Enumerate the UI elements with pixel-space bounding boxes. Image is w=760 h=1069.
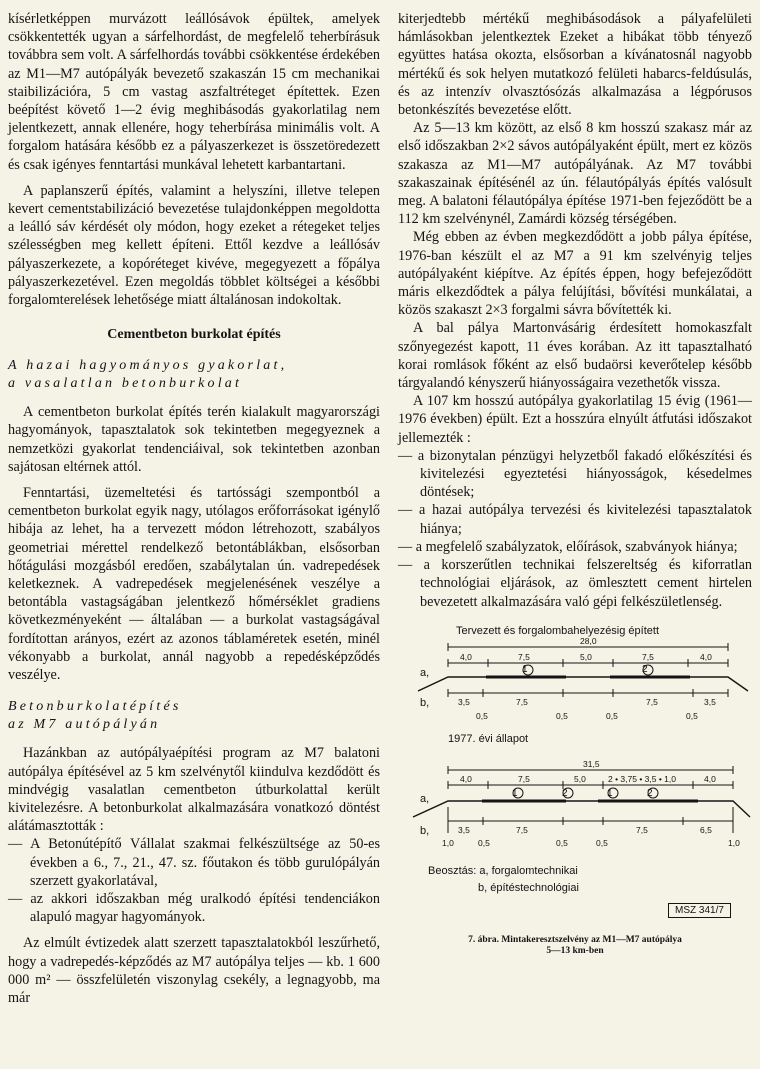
- dimension-label: 0,5: [596, 837, 608, 848]
- dimension-label: 0,5: [476, 710, 488, 721]
- caption-line: 7. ábra. Mintakeresztszelvény az M1—M7 autópálya: [468, 934, 682, 945]
- dimension-label: 3,5: [704, 696, 716, 707]
- right-column: [398, 10, 752, 987]
- svg-text:2: 2: [562, 787, 568, 799]
- figure-legend: Beosztás: a, forgalomtechnikai: [428, 864, 578, 877]
- list-item: — a hazai autópálya tervezési és kivitelezési tapasztalatok hiánya;: [398, 502, 752, 537]
- dimension-label: 28,0: [580, 635, 597, 646]
- paragraph: kiterjedtebb mértékű meghibásodások a pályafelületi hámlásokban jelentkeztek Ezeket a hibákat több tényező együttes hatása okozta, elsősorban a kívánatosnál nagyobb mértékű és sok helyen mutatkozó felületi habarcs-feldúsulás, és az intenzív olvasztósózás alkalmazása a légpórusos betonkészítés bevezetése előtt.: [398, 11, 752, 119]
- figure-title: Tervezett és forgalombahelyezésig épített: [456, 624, 660, 637]
- dimension-label: 7,5: [516, 696, 528, 707]
- paragraph: Az 5—13 km között, az első 8 km hosszú szakasz már az első időszakban 2×2 sávos autópályaként épült, mert ez közös szakasza az M1—M7 autópályának. Az M7 további szakaszainak építésénél az ún. félautópályás építés valósult meg. A balatoni félautópálya építése 1971-ben fejeződött be a 112 km szelvénynél, Zamárdi község térségében.: [398, 120, 752, 228]
- bullet-list: [398, 447, 752, 611]
- section-heading: Cementbeton burkolat építés: [107, 327, 281, 343]
- dimension-label: 7,5: [636, 824, 648, 835]
- paragraph: A 107 km hosszú autópálya gyakorlatilag 15 évig (1961—1976 években) épült. Ezt a hosszúra elnyúlt átfutási időszakot jellemezték :: [398, 393, 752, 446]
- paragraph: A cementbeton burkolat építés terén kialakult magyarországi hagyományok, tapasztalatok sok tekintetben megegyeznek a nemzetközi gyakorlat tendenciáival, sok tekintetben azonban sajátosan eltérnek attól.: [8, 404, 380, 475]
- svg-text:1: 1: [512, 787, 518, 799]
- subheading-line: Betonburkolatépítés: [8, 699, 182, 715]
- dimension-label: 0,5: [556, 710, 568, 721]
- subheading: [8, 698, 380, 734]
- svg-text:2: 2: [647, 787, 653, 799]
- paragraph: Hazánkban az autópályaépítési program az M7 balatoni autópálya építésével az 5 km szelvénytől kiindulva kezdődött és mindvégig vasalatlan cementbeton útburkolattal került kivitelezésre. A betonburkolat alkalmazására vonatkozó döntést alátámasztották :: [8, 745, 380, 835]
- svg-text:1: 1: [522, 663, 528, 675]
- list-item: — A Betonútépítő Vállalat szakmai felkészültsége az 50-es években a 6., 7., 21., 47. sz. főutakon és több gurulópályán szerzett gyakorlatával,: [8, 836, 380, 889]
- dimension-label: 7,5: [518, 773, 530, 784]
- standard-stamp: MSZ 341/7: [668, 903, 731, 918]
- subheading-line: A hazai hagyományos gyakorlat,: [8, 358, 288, 374]
- dimension-label: 1,0: [728, 837, 740, 848]
- cross-section-drawing: [398, 625, 752, 987]
- svg-text:1: 1: [607, 787, 613, 799]
- dimension-label: 4,0: [700, 651, 712, 662]
- dimension-label: 31,5: [583, 758, 600, 769]
- subheading-line: az M7 autópályán: [8, 717, 161, 733]
- dimension-label: 6,5: [700, 824, 712, 835]
- row-label: a,: [420, 792, 430, 805]
- dimension-label: 3,5: [458, 824, 470, 835]
- subheading-line: a vasalatlan betonburkolat: [8, 376, 243, 392]
- figure-legend: b, építéstechnológiai: [478, 881, 579, 894]
- dimension-label: 7,5: [646, 696, 658, 707]
- caption-line: 5—13 km-ben: [546, 945, 604, 956]
- dimension-label: 5,0: [580, 651, 592, 662]
- dimension-label: 0,5: [556, 837, 568, 848]
- row-label: b,: [420, 824, 430, 837]
- list-item: — a korszerűtlen technikai felszereltség és kiforratlan technológiai eljárások, az ömlesztett cement hirtelen bevezetett alkalmazására való gépi felkészületlenség.: [398, 557, 752, 610]
- cross-section-figure: [398, 625, 752, 987]
- figure-caption: [398, 935, 752, 957]
- dimension-label: 3,5: [458, 696, 470, 707]
- bullet-list: [8, 835, 380, 926]
- row-label: b,: [420, 696, 430, 709]
- paragraph: kísérletképpen murvázott leállósávok épültek, amelyek csökkentették ugyan a sárfelhordást, de megfelelő teherbírásuk továbbra sem volt. A sárfelhordás további csökkentése érdekében az M1—M7 autópályák bevezető szakaszán 15 cm mechanikai staibilizációra, 5 cm vastag aszfaltréteget építettek. Ezen beépítést követő 1—2 évig meghibásodás gyakorlatilag nem jelentkezett, annak ellenére, hogy teherbírása minimális volt. A forgalom hatására később ez a pályaszerkezet is összetöredezett és csak igényes fenntartási munkával lehetett karbantartani.: [8, 11, 380, 173]
- svg-text:2: 2: [642, 663, 648, 675]
- paragraph: A bal pálya Martonvásárig érdesített homokaszfalt szőnyegezést kapott, 11 éves korában. Az itt tapasztalható korai romlások főként az első budaörsi keverőtelep később tárgyalandó kényszerű hiányosságaira vezethetők vissza.: [398, 320, 752, 392]
- list-item: — a megfelelő szabályzatok, előírások, szabványok hiánya;: [398, 538, 738, 555]
- dimension-label: 4,0: [460, 773, 472, 784]
- dimension-label: 7,5: [642, 651, 654, 662]
- subheading: [8, 357, 380, 393]
- dimension-label: 7,5: [518, 651, 530, 662]
- dimension-label: 4,0: [460, 651, 472, 662]
- paragraph: Fenntartási, üzemeltetési és tartóssági szempontból a cementbeton burkolat egyik nagy, utólagos erőforrásokat igénylő hibája az lehet, ha a tervezett módon létrehozott, szabályos geometriai mérettel rendelkező betontáblákban, elsősorban hőtágulási mozgásból eredően, szabálytalan ún. vadrepedések keletkeznek. A vadrepedések megjelenésének veszélye a betontábla vastagságában jelentkező hőmérséklet gradiens következményeként — általában — a burkolat vastagságával fordítottan arányos, ezért az azonos táblaméretek esetén, minél vékonyabb a burkolat, annál nagyobb a repedésképződés veszélye.: [8, 485, 380, 684]
- paragraph: Az elmúlt évtizedek alatt szerzett tapasztalatokból leszűrhető, hogy a vadrepedés-képződés az M7 autópálya teljes — kb. 1 600 000 m² — összfelületén viszonylag csekély, a legnagyobb, ma már: [8, 935, 380, 1006]
- paragraph: Még ebben az évben megkezdődött a jobb pálya építése, 1976-ban készült el az M7 a 91 km szelvényig teljes autópályaként kiépítve. Az építés éppen, hogy befejeződött máris elkezdődtek a pálya felújítási, bővítési munkálatai, a közös szakaszt 2×3 forgalmi sávra bővítették ki.: [398, 229, 752, 319]
- row-label: a,: [420, 666, 430, 679]
- dimension-label: 0,5: [686, 710, 698, 721]
- dimension-label: 2 • 3,75 • 3,5 • 1,0: [608, 773, 676, 784]
- dimension-label: 1,0: [442, 837, 454, 848]
- state-caption: 1977. évi állapot: [448, 732, 529, 745]
- dimension-label: 0,5: [478, 837, 490, 848]
- dimension-label: 5,0: [574, 773, 586, 784]
- dimension-label: 7,5: [516, 824, 528, 835]
- list-item: — az akkori időszakban még uralkodó építési tendenciákon alapuló magyar hagyományok.: [8, 890, 380, 926]
- dimension-label: 0,5: [606, 710, 618, 721]
- list-item: — a bizonytalan pénzügyi helyzetből fakadó előkészítési és kivitelezési egyeztetési hiányosságok, késedelmes döntések;: [398, 447, 752, 501]
- left-column: [8, 10, 380, 1007]
- paragraph: A paplanszerű építés, valamint a helyszíni, illetve telepen kevert cementstabilizáció bevezetése tulajdonképpen megoldotta a leálló sáv kérdését oly módon, hogy ezeket a rétegeket teljes szélességben meg kellett építeni. Ettől kezdve a leállósáv pályaszerkezete, a kopóréteget kivéve, megegyezett a főpálya pályaszerkezetével. Ezen megoldás többlet költségei a későbbi forgalomterelések lehetősége miatt általánosan indokoltak.: [8, 182, 380, 309]
- dimension-label: 4,0: [704, 773, 716, 784]
